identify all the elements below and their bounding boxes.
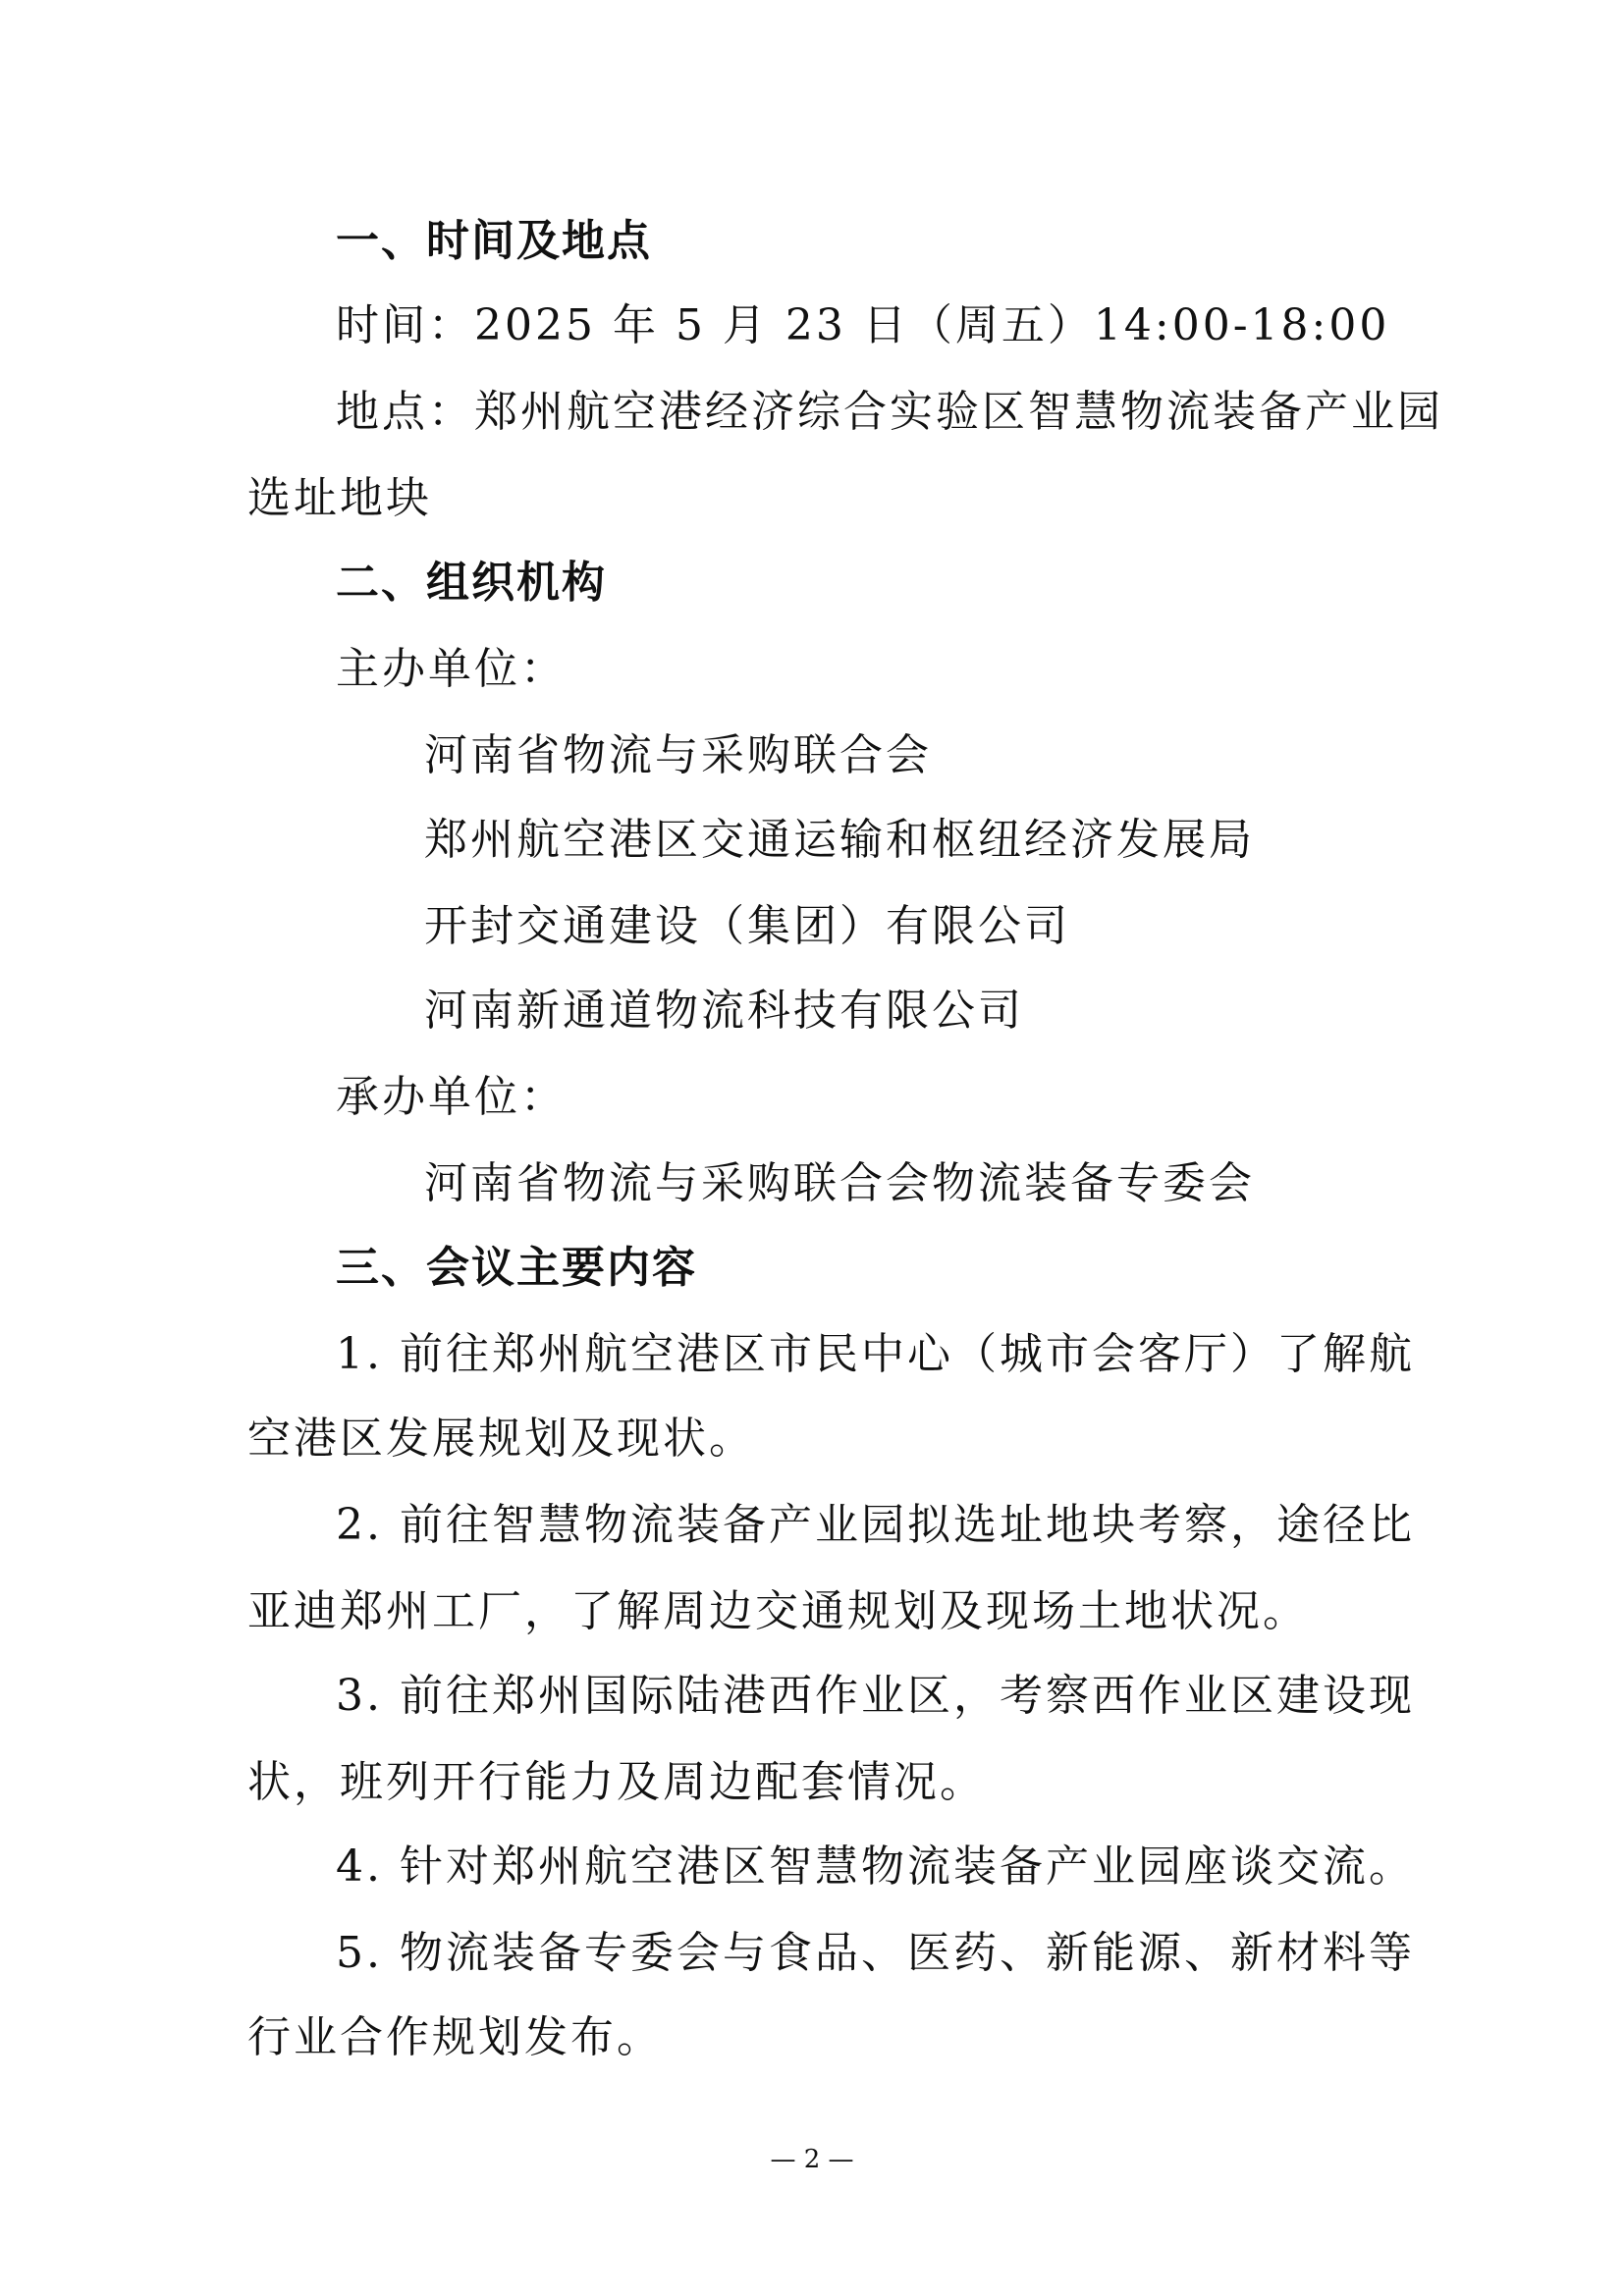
agenda-item-line-1: 2. 前往智慧物流装备产业园拟选址地块考察，途径比 bbox=[336, 1500, 1415, 1550]
agenda-item-line-1: 4. 针对郑州航空港区智慧物流装备产业园座谈交流。 bbox=[336, 1842, 1415, 1892]
section-heading-time-location: 一、时间及地点 bbox=[336, 216, 652, 266]
meeting-location-line-1: 地点：郑州航空港经济综合实验区智慧物流装备产业园 bbox=[336, 387, 1443, 437]
host-item: 河南省物流与采购联合会 bbox=[424, 730, 932, 780]
host-item: 开封交通建设（集团）有限公司 bbox=[424, 901, 1070, 951]
host-item: 河南新通道物流科技有限公司 bbox=[424, 986, 1024, 1036]
agenda-item-line-2: 行业合作规划发布。 bbox=[247, 2012, 663, 2062]
section-heading-agenda: 三、会议主要内容 bbox=[336, 1243, 697, 1293]
host-item: 郑州航空港区交通运输和枢纽经济发展局 bbox=[424, 815, 1255, 865]
meeting-time: 时间：2025 年 5 月 23 日（周五）14:00-18:00 bbox=[336, 300, 1390, 350]
agenda-item-line-1: 5. 物流装备专委会与食品、医药、新能源、新材料等 bbox=[336, 1928, 1415, 1978]
agenda-item-line-1: 1. 前往郑州航空港区市民中心（城市会客厅）了解航 bbox=[336, 1329, 1415, 1379]
organizer-item: 河南省物流与采购联合会物流装备专委会 bbox=[424, 1158, 1255, 1208]
meeting-location-line-2: 选址地块 bbox=[247, 473, 432, 523]
agenda-item-line-2: 空港区发展规划及现状。 bbox=[247, 1414, 755, 1464]
host-label: 主办单位： bbox=[336, 644, 567, 694]
agenda-item-line-2: 亚迪郑州工厂，了解周边交通规划及现场土地状况。 bbox=[247, 1586, 1309, 1636]
section-heading-organization: 二、组织机构 bbox=[336, 558, 607, 608]
agenda-item-line-1: 3. 前往郑州国际陆港西作业区，考察西作业区建设现 bbox=[336, 1671, 1415, 1721]
page-number: — 2 — bbox=[770, 2145, 854, 2174]
organizer-label: 承办单位： bbox=[336, 1072, 567, 1122]
agenda-item-line-2: 状，班列开行能力及周边配套情况。 bbox=[247, 1757, 986, 1807]
